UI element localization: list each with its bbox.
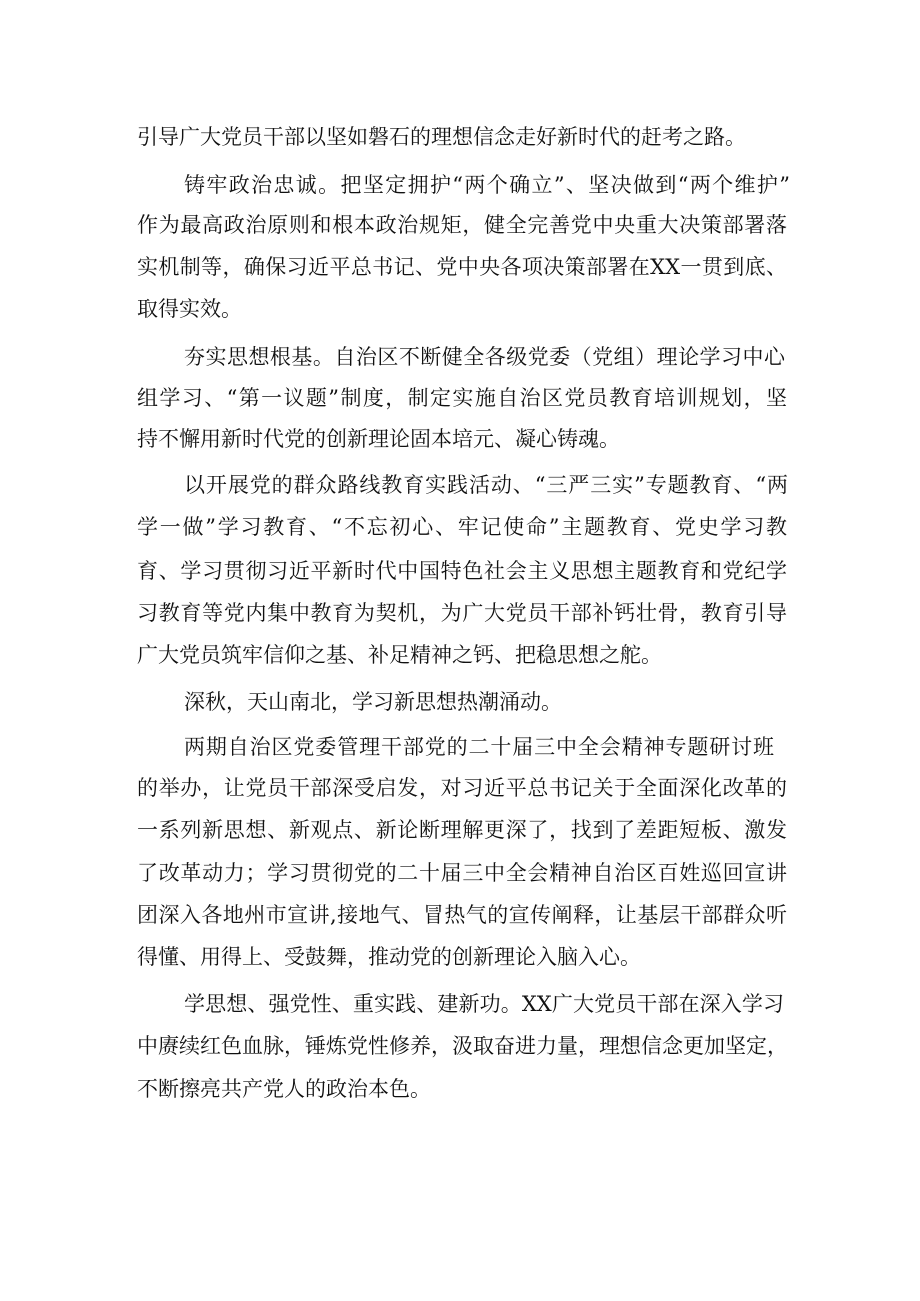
text-line-13: 广大党员筑牢信仰之基、补足精神之钙、把稳思想之舵。 <box>137 643 662 667</box>
text-line-7: 组学习、“第一议题”制度，制定实施自治区党员教育培训规划，坚 <box>137 386 787 410</box>
text-line-21: 学思想、强党性、重实践、建新功。XX广大党员干部在深入学习 <box>184 992 784 1016</box>
text-line-14: 深秋，天山南北，学习新思想热潮涌动。 <box>184 690 562 714</box>
text-line-23: 不断擦亮共产党人的政治本色。 <box>137 1077 431 1101</box>
text-line-6: 夯实思想根基。自治区不断健全各级党委（党组）理论学习中心 <box>184 345 785 369</box>
text-line-17: 一系列新思想、新观点、新论断理解更深了，找到了差距短板、激发 <box>137 818 787 842</box>
text-line-11: 育、学习贯彻习近平新时代中国特色社会主义思想主题教育和党纪学 <box>137 559 787 583</box>
text-line-4: 实机制等，确保习近平总书记、党中央各项决策部署在XX一贯到底、 <box>137 255 787 279</box>
text-line-9: 以开展党的群众路线教育实践活动、“三严三实”专题教育、“两 <box>184 473 788 497</box>
text-line-10: 学一做”学习教育、“不忘初心、牢记使命”主题教育、党史学习教 <box>137 515 787 539</box>
text-line-12: 习教育等党内集中教育为契机，为广大党员干部补钙壮骨，教育引导 <box>137 601 787 625</box>
text-line-8: 持不懈用新时代党的创新理论固本培元、凝心铸魂。 <box>137 427 620 451</box>
text-line-15: 两期自治区党委管理干部党的二十届三中全会精神专题研讨班 <box>184 735 774 759</box>
text-line-16: 的举办，让党员干部深受启发，对习近平总书记关于全面深化改革的 <box>137 776 787 800</box>
text-line-5: 取得实效。 <box>137 297 242 321</box>
text-line-1: 引导广大党员干部以坚如磐石的理想信念走好新时代的赶考之路。 <box>137 125 746 149</box>
text-line-18: 了改革动力；学习贯彻党的二十届三中全会精神自治区百姓巡回宣讲 <box>137 861 787 885</box>
text-line-22: 中赓续红色血脉，锤炼党性修养，汲取奋进力量，理想信念更加坚定， <box>137 1034 788 1058</box>
text-line-3: 作为最高政治原则和根本政治规矩，健全完善党中央重大决策部署落 <box>137 213 787 237</box>
text-line-2: 铸牢政治忠诚。把坚定拥护“两个确立”、坚决做到“两个维护” <box>184 173 790 197</box>
text-line-19: 团深入各地州市宣讲,接地气、冒热气的宣传阐释，让基层干部群众听 <box>137 903 787 927</box>
text-line-20: 得懂、用得上、受鼓舞，推动党的创新理论入脑入心。 <box>137 945 641 969</box>
